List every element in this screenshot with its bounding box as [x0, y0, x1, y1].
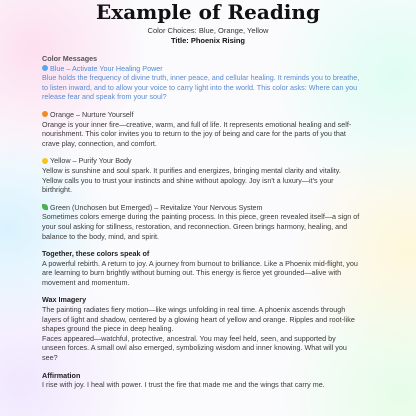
blue-section	[42, 54, 386, 102]
wax-section	[42, 295, 386, 362]
color-choices: Color Choices: Blue, Orange, Yellow	[147, 26, 269, 35]
blue-heading: Blue – Activate Your Healing Power	[42, 64, 386, 74]
wax-text-6: see?	[42, 353, 58, 363]
blue-text-3: release fear and speak from your soul?	[42, 92, 167, 102]
yellow-text-2: Yellow calls you to trust your instincts and shine without apology. Joy isn't a luxury—it's your	[42, 175, 334, 185]
blue-heart-icon	[42, 65, 48, 71]
reading-content	[42, 54, 386, 398]
yellow-heading: Yellow – Purify Your Body	[42, 156, 386, 166]
yellow-text-3: birthright.	[42, 185, 72, 195]
affirmation-text: I rise with joy. I heal with power. I trust the fire that made me and the wings that carry me.	[42, 380, 325, 390]
color-messages-label: Color Messages	[42, 54, 98, 63]
green-text-1: Sometimes colors emerge during the painting process. In this piece, green revealed itself—a sign of	[42, 212, 360, 222]
painting-title: Title: Phoenix Rising	[170, 36, 246, 45]
together-text-3: movement and momentum.	[42, 277, 130, 287]
orange-text-1: Orange is your inner fire—creative, warm, and full of life. It represents emotional healing and self-	[42, 119, 352, 129]
blue-text-2: to listen inward, and to allow your voice to carry light into the world. This color asks: Where can you	[42, 82, 358, 92]
orange-text-2: nourishment. This color invites you to return to the joy of being and care for the parts of you that	[42, 129, 346, 139]
wax-text-5: unseen forces. A small owl also emerged, symbolizing wisdom and inner knowing. What will you	[42, 343, 347, 353]
green-section	[42, 203, 386, 241]
green-heading: Green (Unchosen but Emerged) – Revitalize Your Nervous System	[42, 203, 386, 213]
orange-heading: Orange – Nurture Yourself	[42, 110, 386, 120]
yellow-heart-icon	[42, 158, 48, 164]
together-text-2: are learning to burn brightly without burning out. This energy is fierce yet grounded—alive with	[42, 268, 342, 278]
wax-heading: Wax Imagery	[42, 295, 87, 305]
affirmation-heading: Affirmation	[42, 370, 81, 380]
affirmation-section	[42, 371, 386, 390]
leaf-icon	[42, 204, 48, 210]
together-text-1: A powerful rebirth. A return to joy. A journey from burnout to brilliance. Like a Phoenix mid-flight, you	[42, 258, 358, 268]
together-section	[42, 249, 386, 287]
yellow-section	[42, 156, 386, 194]
wax-text-1: The painting radiates fiery motion—like wings unfolding in real time. A phoenix ascends through	[42, 305, 346, 315]
blue-text-1: Blue holds the frequency of divine truth, inner peace, and cellular healing. It reminds you to breathe,	[42, 73, 360, 83]
green-text-3: balance to the body, mind, and spirit.	[42, 231, 159, 241]
wax-text-2: layers of light and shadow, centered by a glowing heart of yellow and orange. Ripples and root-like	[42, 314, 355, 324]
orange-heart-icon	[42, 111, 48, 117]
orange-text-3: crave play, connection, and comfort.	[42, 138, 157, 148]
orange-section	[42, 110, 386, 148]
green-text-2: your soul asking for stillness, restoration, and reconnection. Green brings harmony, healing, and	[42, 221, 348, 231]
page-title: Example of Reading	[96, 0, 320, 24]
wax-text-4: Faces appeared—watchful, protective, ancestral. You may feel held, seen, and supported by	[42, 333, 336, 343]
together-heading: Together, these colors speak of	[42, 249, 150, 259]
wax-text-3: shapes ground the piece in deep healing.	[42, 324, 174, 334]
yellow-text-1: Yellow is sunshine and soul spark. It purifies and energizes, bringing mental clarity and vitality.	[42, 165, 341, 175]
